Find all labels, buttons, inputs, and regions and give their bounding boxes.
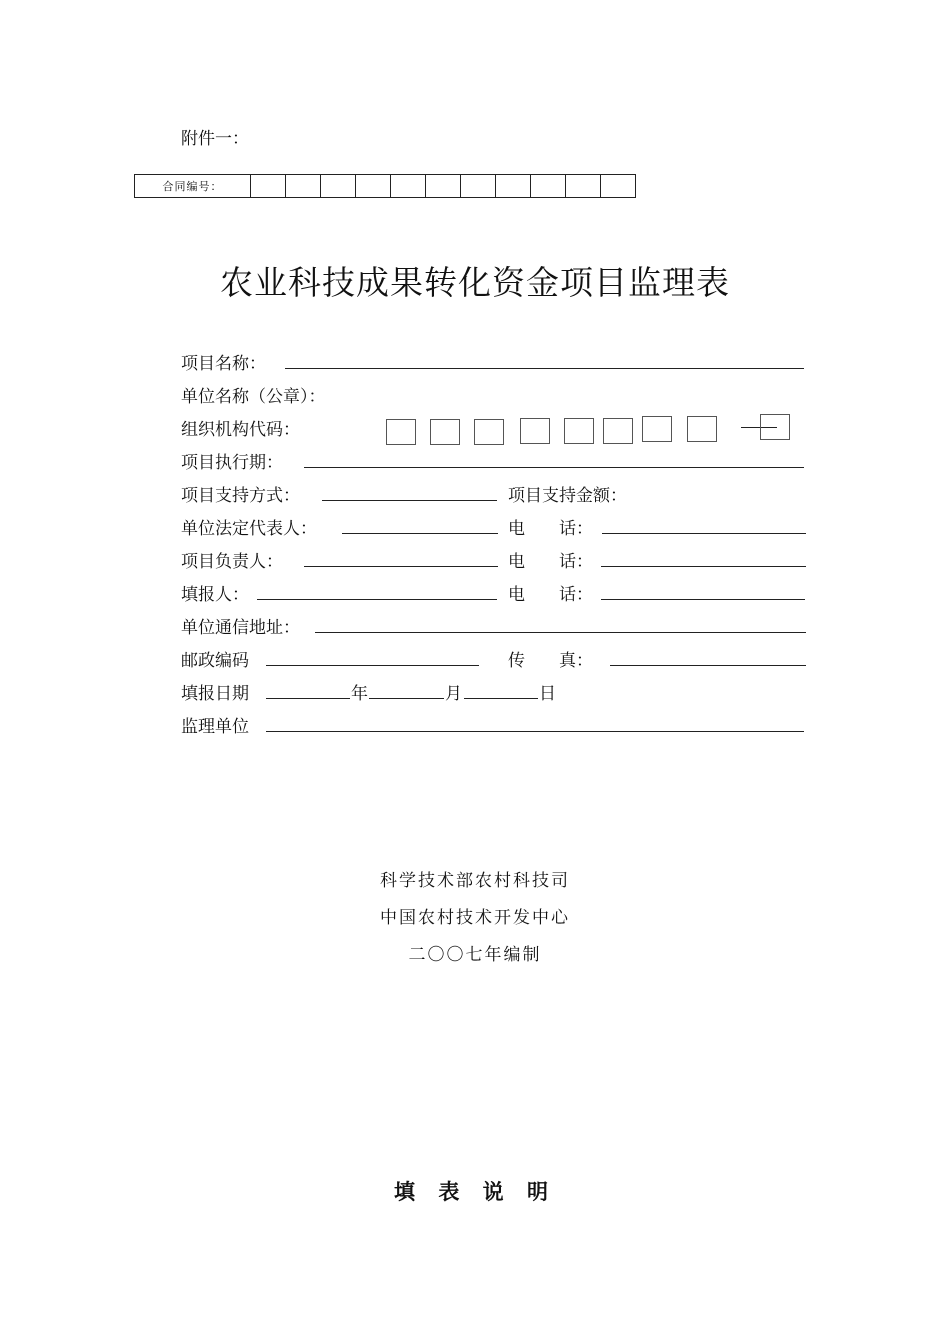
day-label: 日 [539,684,556,704]
fill-date-month-field[interactable] [369,698,444,699]
contract-number-cell[interactable] [251,175,286,197]
legal-rep-phone-label: 电 话： [508,519,593,539]
contract-number-cell[interactable] [461,175,496,197]
fax-label: 传 真： [508,651,593,671]
org-code-box[interactable] [430,419,460,445]
contract-number-cell[interactable] [426,175,461,197]
support-method-label: 项目支持方式： [181,486,300,506]
contract-number-label: 合同编号： [135,175,251,197]
fill-date-day-field[interactable] [464,698,538,699]
year-label: 年 [351,684,368,704]
month-label: 月 [445,684,462,704]
unit-name-label: 单位名称（公章）： [181,387,326,407]
contract-number-cell[interactable] [391,175,426,197]
issuer-line-3: 二〇〇七年编制 [408,945,542,965]
support-amount-label: 项目支持金额： [508,486,627,506]
address-field[interactable] [315,632,806,633]
org-code-box[interactable] [520,418,550,444]
org-code-box[interactable] [642,416,672,442]
contract-number-cell[interactable] [356,175,391,197]
fill-date-year-field[interactable] [266,698,350,699]
org-code-box[interactable] [603,418,633,444]
contract-number-cell[interactable] [601,175,635,197]
attachment-label: 附件一： [181,129,249,149]
org-code-box[interactable] [386,419,416,445]
contract-number-cell[interactable] [286,175,321,197]
contract-number-cell[interactable] [531,175,566,197]
org-code-box[interactable] [760,414,790,440]
contract-number-grid [134,174,636,198]
legal-rep-label: 单位法定代表人： [181,519,317,539]
project-lead-field[interactable] [304,566,498,567]
project-lead-phone-label: 电 话： [508,552,593,572]
legal-rep-field[interactable] [342,533,498,534]
filler-phone-label: 电 话： [508,585,593,605]
fax-field[interactable] [610,665,806,666]
issuer-line-2: 中国农村技术开发中心 [380,908,570,928]
form-title: 农业科技成果转化资金项目监理表 [220,263,730,302]
supervisor-field[interactable] [266,731,804,732]
exec-period-field[interactable] [304,467,804,468]
project-name-label: 项目名称： [181,354,266,374]
legal-rep-phone-field[interactable] [602,533,806,534]
org-code-label: 组织机构代码： [181,420,300,440]
contract-number-cell[interactable] [566,175,601,197]
project-lead-phone-field[interactable] [601,566,806,567]
exec-period-label: 项目执行期： [181,453,283,473]
contract-number-cell[interactable] [496,175,531,197]
instructions-title: 填 表 说 明 [394,1180,556,1204]
fill-date-label: 填报日期 [181,684,249,704]
supervisor-label: 监理单位 [181,717,249,737]
org-code-box[interactable] [564,418,594,444]
org-code-box[interactable] [687,416,717,442]
filler-field[interactable] [257,599,497,600]
contract-number-cell[interactable] [321,175,356,197]
issuer-line-1: 科学技术部农村科技司 [380,871,570,891]
postal-code-field[interactable] [266,665,479,666]
project-lead-label: 项目负责人： [181,552,283,572]
support-method-field[interactable] [322,500,497,501]
filler-phone-field[interactable] [601,599,805,600]
org-code-box[interactable] [474,419,504,445]
project-name-field[interactable] [285,368,804,369]
postal-code-label: 邮政编码 [181,651,249,671]
address-label: 单位通信地址： [181,618,300,638]
filler-label: 填报人： [181,585,249,605]
